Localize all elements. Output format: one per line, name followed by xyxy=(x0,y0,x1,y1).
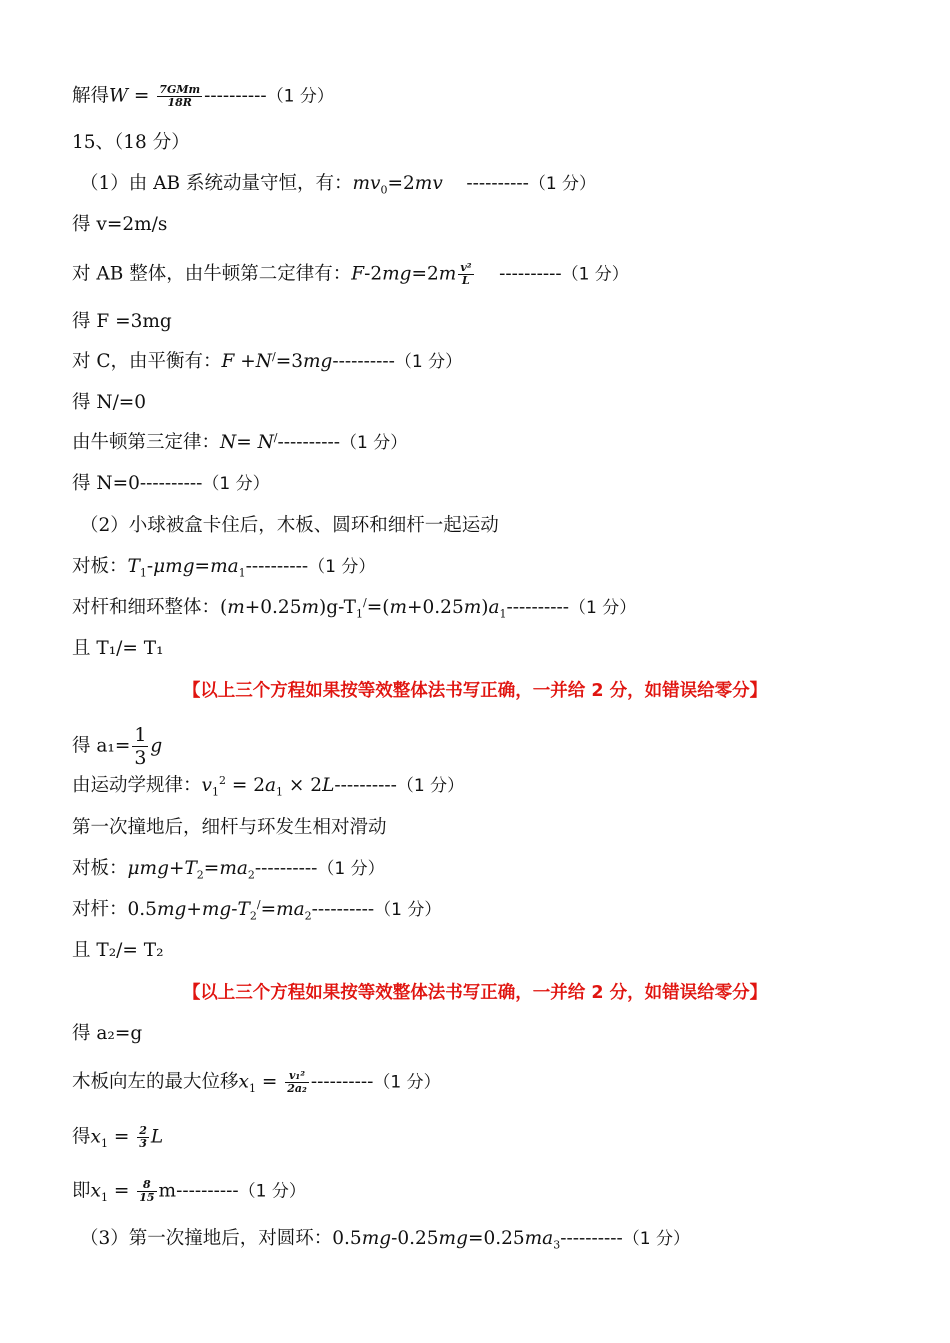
fraction-7gmm-18r: $\frac{\text{7GMm}}{18R}$ xyxy=(159,83,201,109)
grading-note-1: 【以上三个方程如果按等效整体法书写正确，一并给 2 分，如错误给零分】 xyxy=(182,681,768,701)
line-x1-numeric: 即$x_1$ = $\frac{8}{15}$ m----------（1 分） xyxy=(72,1178,306,1205)
fraction-one-third: $\frac{1}{3}$ xyxy=(134,724,147,769)
line-tension-equality-2: 且 T₂/= T₂ xyxy=(72,940,164,961)
fraction-v1sq-2a2: $\frac{\text{v₁²}}{\text{2a₂}}$ xyxy=(287,1069,307,1095)
line-velocity-result: 得 v=2m/s xyxy=(72,214,168,235)
line-force-result: 得 F =3mg xyxy=(72,311,172,332)
line-a1-result: 得 a₁= $\frac{1}{3}$ g xyxy=(72,724,163,769)
line-first-impact: 第一次撞地后，细杆与环发生相对滑动 xyxy=(72,817,387,838)
line-max-displacement: 木板向左的最大位移$x_1$ = $\frac{\text{v₁²}}{\text{2a₂}}$ ----------（1 分） xyxy=(72,1069,441,1096)
line-tension-equality-1: 且 T₁/= T₁ xyxy=(72,638,164,659)
grading-note-2: 【以上三个方程如果按等效整体法书写正确，一并给 2 分，如错误给零分】 xyxy=(182,983,768,1003)
line-rod-ring-equation: 对杆和细环整体：$(m+0.25m)g-T_1^/=(m+0.25m)a_1----------(1$ 分） xyxy=(72,595,637,621)
line-normal-result: 得 N=0----------（1 分） xyxy=(72,473,270,494)
line-newton-third-law: 由牛顿第三定律：N= N/----------（1 分） xyxy=(72,430,408,453)
line-a2-result: 得 a₂=g xyxy=(72,1023,143,1044)
fraction-eight-fifteenths: $\frac{8}{15}$ xyxy=(139,1178,155,1204)
line-rod-equation: 对杆：$0.5mg+mg-T_2^/=ma_2----------(1$ 分） xyxy=(72,897,442,923)
line-equilibrium-c: 对 C，由平衡有：F +N/=3mg----------（1 分） xyxy=(72,349,463,372)
line-part-3-ring: （3）第一次撞地后，对圆环：$0.5mg-0.25mg=0.25ma_3----------(1$ 分） xyxy=(80,1228,690,1252)
line-newton-second-law: 对 AB 整体，由牛顿第二定律有：F-2mg=2m $\frac{\text{v²}}{L}$ ----------（1 分） xyxy=(72,261,629,287)
line-momentum-conservation: （1）由 AB 系统动量守恒，有：$mv_0=2mv$ ----------（1 分） xyxy=(80,173,597,197)
line-board-equation-2: 对板：$\mu mg+T_2=ma_2----------(1$ 分） xyxy=(72,858,385,882)
line-x1-result: 得$x_1$ = $\frac{2}{3}$ L xyxy=(72,1124,164,1151)
problem-15-header: 15、（18 分） xyxy=(72,132,190,153)
line-board-equation-1: 对板：$T_1-\mu mg=ma_1----------(1$ 分） xyxy=(72,556,376,580)
line-work-result: 解得W = $\frac{\text{7GMm}}{18R}$ ----------（1 分） xyxy=(72,83,334,109)
line-normal-prime-result: 得 N/=0 xyxy=(72,392,147,413)
line-kinematics: 由运动学规律：$v_1^2 = 2a_1 \times 2L----------(1$ 分） xyxy=(72,773,465,799)
fraction-v2-l: $\frac{\text{v²}}{L}$ xyxy=(460,261,472,287)
part-2-header: （2）小球被盒卡住后，木板、圆环和细杆一起运动 xyxy=(80,515,499,536)
fraction-two-thirds: $\frac{2}{3}$ xyxy=(139,1124,147,1150)
